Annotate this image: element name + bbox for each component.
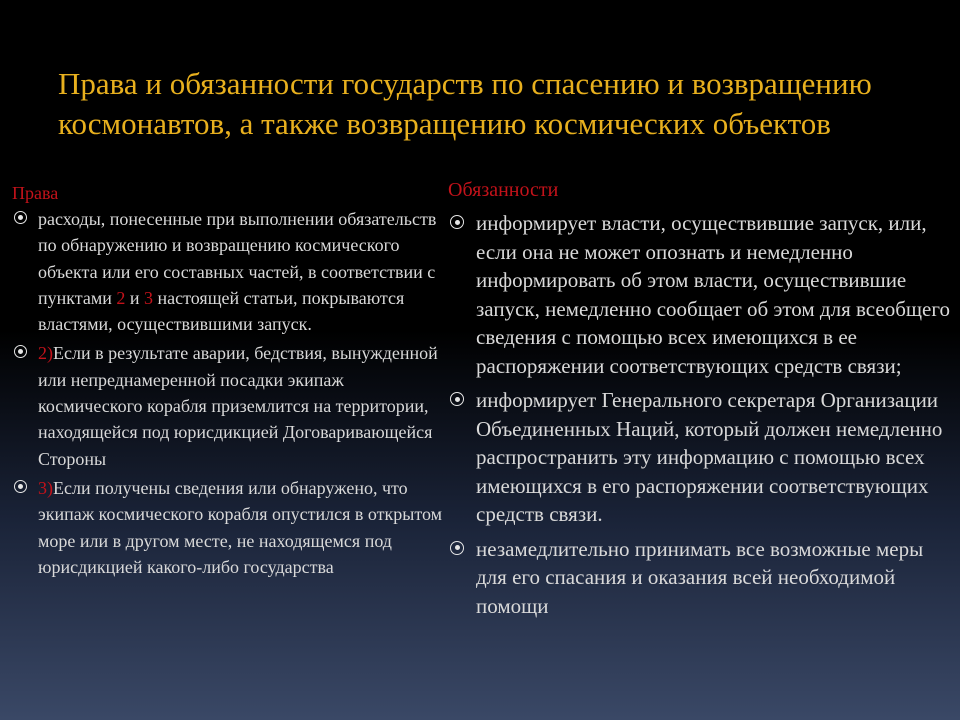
duties-item xyxy=(448,535,953,621)
duties-item-text: информирует Генерального секретаря Организации Объединенных Наций, который должен немедленно распространить эту информацию с помощью всех имеющихся в его распоряжении соответствующих средств связи. xyxy=(476,388,943,526)
item-marker: 3) xyxy=(38,477,53,498)
duties-heading: Обязанности xyxy=(448,179,559,201)
target-bullet-icon xyxy=(14,345,27,358)
target-bullet-icon xyxy=(450,541,464,555)
rights-heading: Права xyxy=(12,183,59,203)
item-marker: 2) xyxy=(38,343,53,364)
duties-item xyxy=(448,386,953,529)
duties-item-text: информирует власти, осуществившие запуск, или, если она не может опознать и немедленно информировать об этом власти, осуществившие запуск, немедленно сообщает об этом для всеобщего сведения с помощью всех имеющихся в ее распоряжении соответствующих средств связи; xyxy=(476,211,950,378)
rights-item-text: настоящей статьи, покрываются властями, осуществившими запуск. xyxy=(38,287,405,335)
rights-item-text: Если получены сведения или обнаружено, что экипаж космического корабля опустился в открытом море или в другом месте, не находящемся под юрисдикцией какого-либо государства xyxy=(38,477,443,577)
rights-item xyxy=(12,340,442,471)
duties-item-text: незамедлительно принимать все возможные меры для его спасания и оказания всей необходимой помощи xyxy=(476,536,924,618)
duties-column xyxy=(448,177,953,626)
rights-item xyxy=(12,475,442,580)
rights-item-text: расходы, понесенные при выполнении обязательств по обнаружению и возвращению космического объекта или его составных частей, в соответствии с пунктами xyxy=(38,209,437,308)
target-bullet-icon xyxy=(450,215,464,229)
rights-item xyxy=(12,206,442,337)
rights-item-text: и xyxy=(125,287,145,308)
rights-column xyxy=(12,180,442,583)
duties-item xyxy=(448,209,953,380)
rights-item-text: Если в результате аварии, бедствия, вынужденной или непреднамеренной посадки экипаж космического корабля приземлится на территории, находящейся под юрисдикцией Договаривающейся Стороны xyxy=(38,343,438,469)
target-bullet-icon xyxy=(14,211,27,224)
target-bullet-icon xyxy=(14,480,27,493)
paragraph-ref-2: 2 xyxy=(116,287,126,308)
target-bullet-icon xyxy=(450,392,464,406)
slide-title: Права и обязанности государств по спасению и возвращению космонавтов, а также возвращению космических объектов xyxy=(58,66,872,141)
paragraph-ref-3: 3 xyxy=(144,287,154,308)
